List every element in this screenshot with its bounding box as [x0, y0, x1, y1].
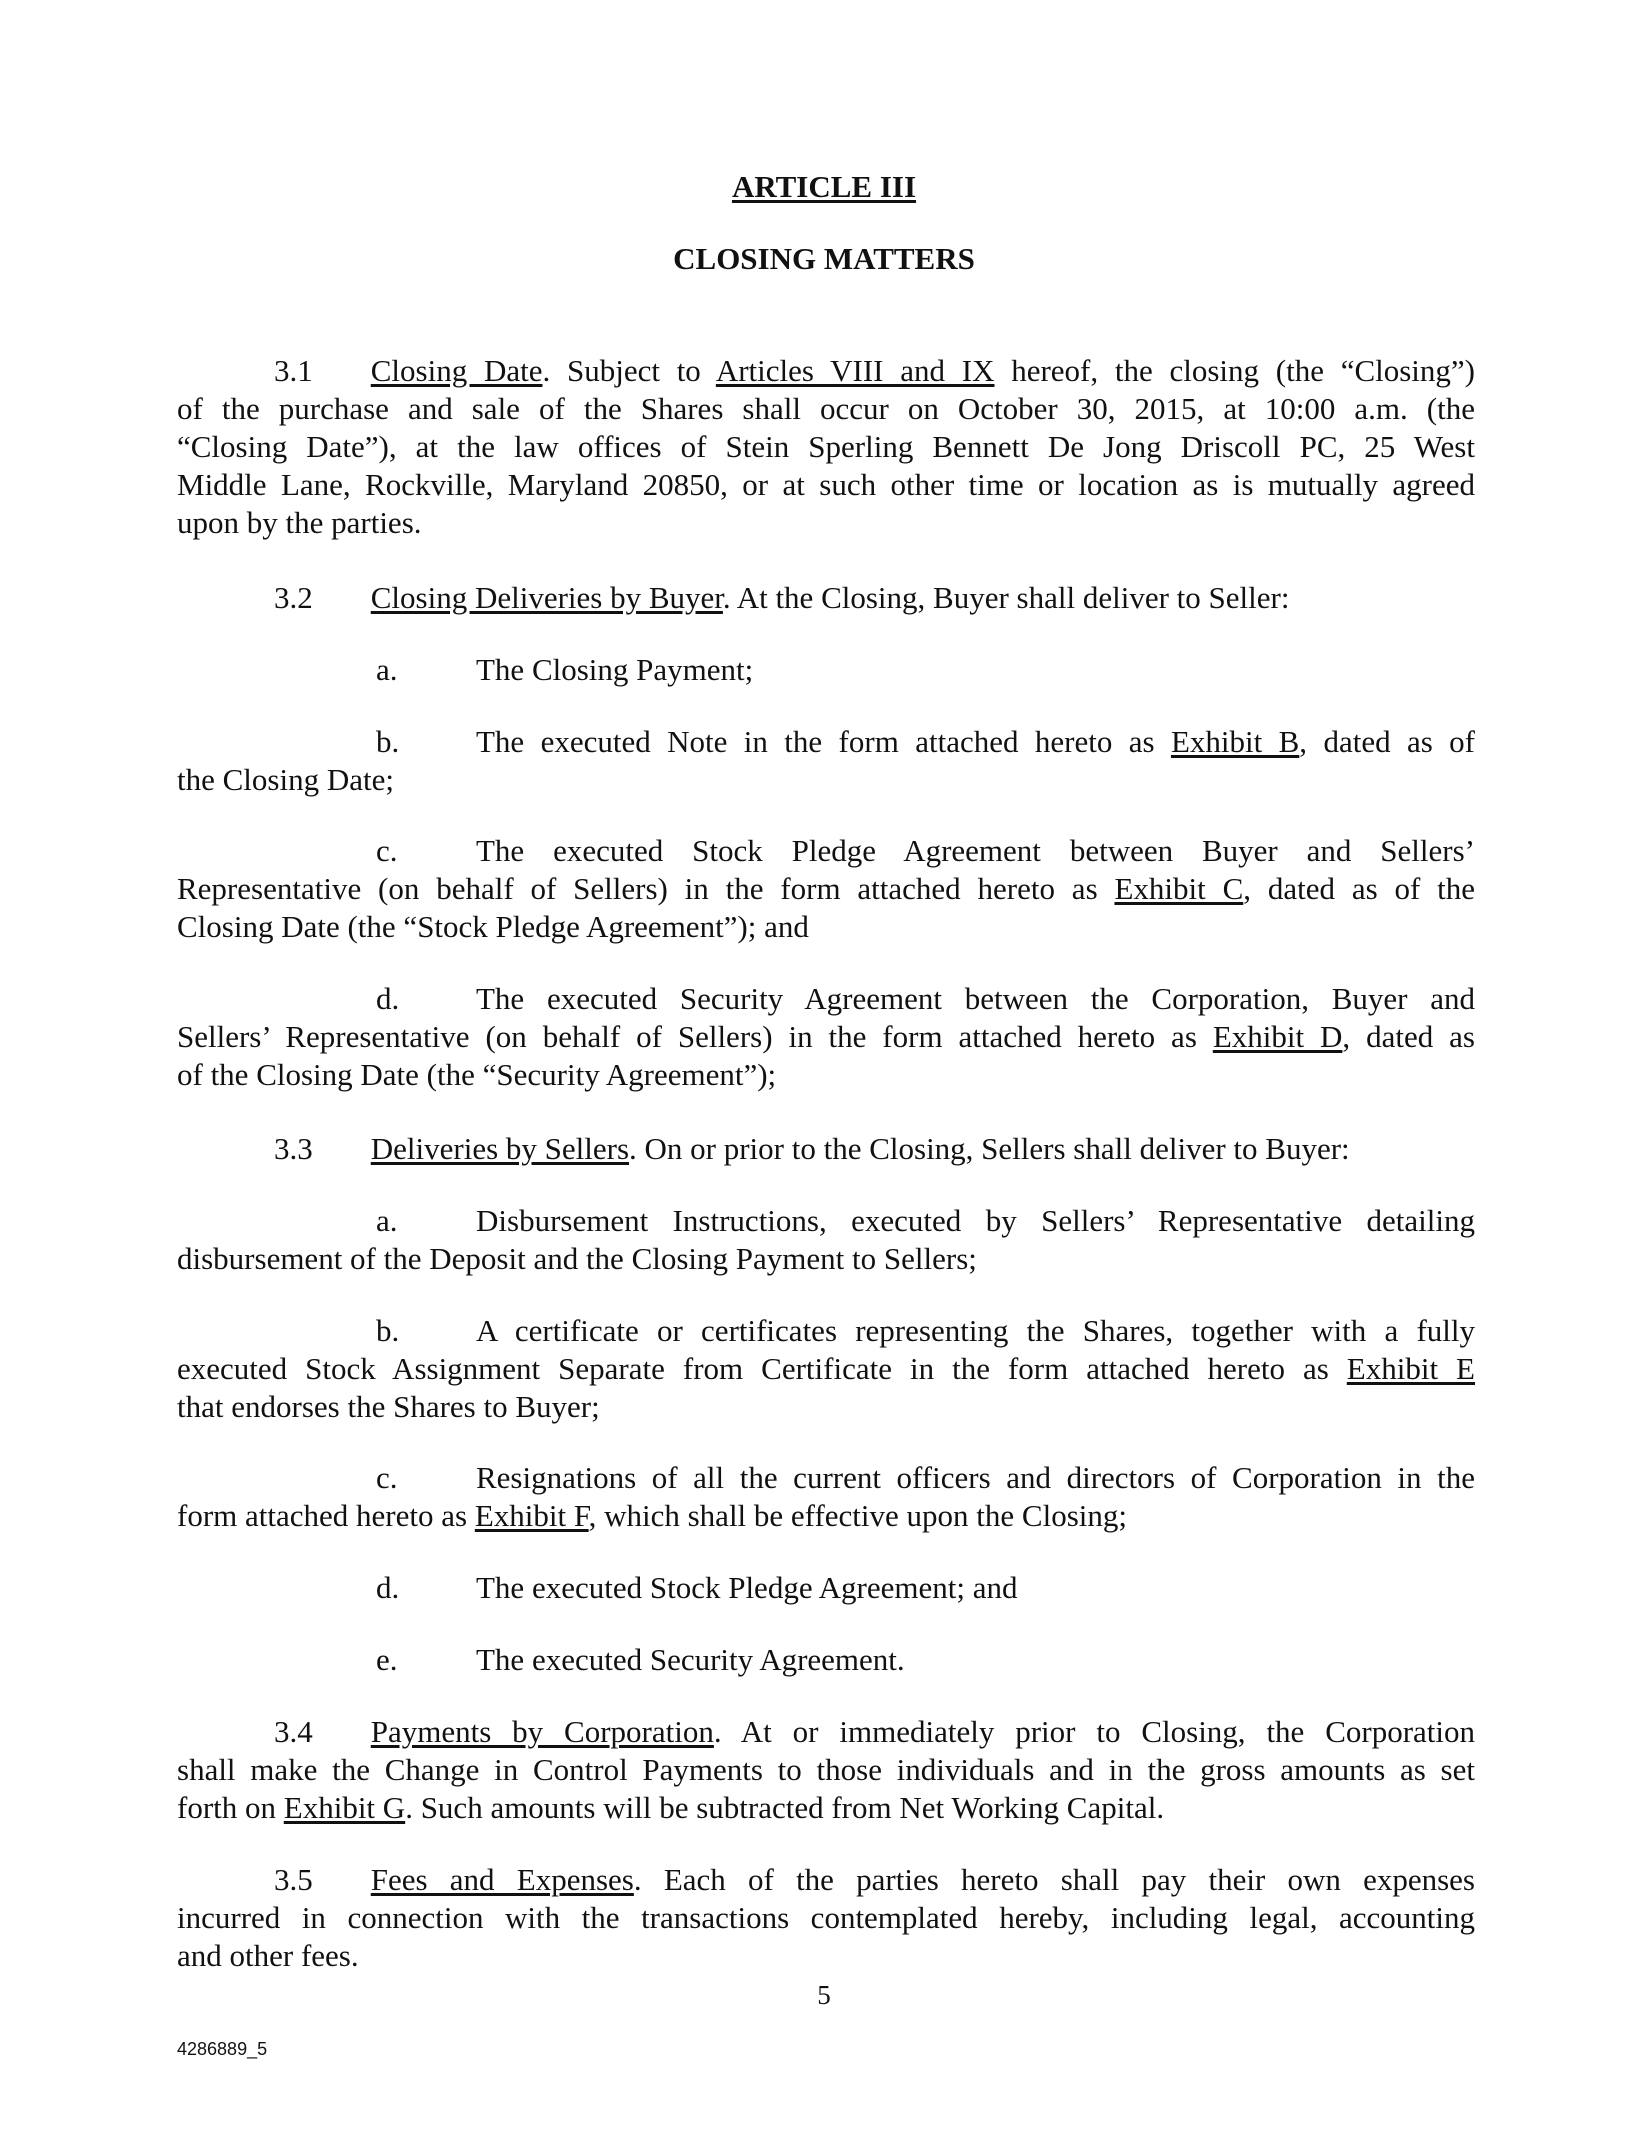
- exhibit-reference: Exhibit B: [1170, 724, 1300, 759]
- item-text-line-2: form attached hereto as Exhibit F, which shall be effective upon the Closing;: [177, 1498, 1127, 1533]
- article-title: ARTICLE III: [731, 169, 917, 204]
- item-text-line-2: Representative (on behalf of Sellers) in the form attached hereto as Exhibit C, dated as of the: [177, 871, 1476, 906]
- document-id: 4286889_5: [177, 2039, 268, 2059]
- section-heading: Payments by Corporation: [370, 1714, 714, 1749]
- section-3-5-line-2: incurred in connection with the transactions contemplated hereby, including legal, accounting: [177, 1900, 1475, 1935]
- article-reference: Articles VIII and IX: [715, 353, 995, 388]
- item-text-line-2: disbursement of the Deposit and the Closing Payment to Sellers;: [177, 1241, 977, 1276]
- section-3-3-line-1: 3.3 Deliveries by Sellers. On or prior to the Closing, Sellers shall deliver to Buyer:: [274, 1131, 1350, 1166]
- item-text: The executed Security Agreement.: [476, 1642, 905, 1677]
- item-text-line-2: executed Stock Assignment Separate from Certificate in the form attached hereto as Exhibit E: [177, 1351, 1475, 1386]
- item-text-line-2: Sellers’ Representative (on behalf of Sellers) in the form attached hereto as Exhibit D, dated as: [177, 1019, 1475, 1054]
- exhibit-reference: Exhibit E: [1346, 1351, 1475, 1386]
- section-number: 3.5: [274, 1862, 313, 1897]
- section-3-1-line-4: Middle Lane, Rockville, Maryland 20850, or at such other time or location as is mutually agreed: [177, 467, 1475, 502]
- item-text-line-1: Resignations of all the current officers and directors of Corporation in the: [476, 1460, 1475, 1495]
- item-letter: d.: [376, 981, 400, 1016]
- item-letter: c.: [376, 833, 398, 868]
- item-text-line-2: the Closing Date;: [177, 762, 394, 797]
- section-number: 3.1: [274, 353, 313, 388]
- section-heading: Fees and Expenses: [370, 1862, 634, 1897]
- section-3-5-line-1: 3.5 Fees and Expenses. Each of the parties hereto shall pay their own expenses: [274, 1862, 1475, 1897]
- item-text-line-1: The executed Security Agreement between the Corporation, Buyer and: [476, 981, 1475, 1016]
- section-3-1-line-3: “Closing Date”), at the law offices of Stein Sperling Bennett De Jong Driscoll PC, 25 West: [177, 429, 1475, 464]
- item-text-line-3: Closing Date (the “Stock Pledge Agreement”); and: [177, 909, 809, 944]
- section-3-4-line-2: shall make the Change in Control Payments to those individuals and in the gross amounts as set: [177, 1752, 1475, 1787]
- section-heading: Deliveries by Sellers: [370, 1131, 630, 1166]
- item-letter: a.: [376, 652, 398, 687]
- section-3-4-line-1: 3.4 Payments by Corporation. At or immediately prior to Closing, the Corporation: [274, 1714, 1475, 1749]
- item-text-line-3: that endorses the Shares to Buyer;: [177, 1389, 600, 1424]
- section-heading: Closing Date: [370, 353, 543, 388]
- section-3-2-line-1: 3.2 Closing Deliveries by Buyer. At the Closing, Buyer shall deliver to Seller:: [274, 580, 1290, 615]
- section-3-1-line-5: upon by the parties.: [177, 505, 422, 540]
- item-letter: a.: [376, 1203, 398, 1238]
- item-letter: d.: [376, 1570, 400, 1605]
- section-heading: Closing Deliveries by Buyer: [370, 580, 723, 615]
- item-text-line-1: Disbursement Instructions, executed by Sellers’ Representative detailing: [476, 1203, 1475, 1238]
- section-3-1-line-2: of the purchase and sale of the Shares shall occur on October 30, 2015, at 10:00 a.m. (the: [177, 391, 1475, 426]
- page-number: 5: [817, 1980, 831, 2010]
- section-3-4-line-3: forth on Exhibit G. Such amounts will be subtracted from Net Working Capital.: [177, 1790, 1165, 1825]
- section-3-5-line-3: and other fees.: [177, 1938, 359, 1973]
- item-letter: b.: [376, 724, 400, 759]
- item-text-line-1: The executed Note in the form attached hereto as Exhibit B, dated as of: [476, 724, 1476, 759]
- article-subtitle: CLOSING MATTERS: [673, 241, 975, 276]
- section-number: 3.3: [274, 1131, 313, 1166]
- item-text: The executed Stock Pledge Agreement; and: [476, 1570, 1018, 1605]
- section-3-1-line-1: 3.1 Closing Date. Subject to Articles VIII and IX hereof, the closing (the “Closing”): [274, 353, 1475, 388]
- item-letter: b.: [376, 1313, 400, 1348]
- item-text: The Closing Payment;: [476, 652, 754, 687]
- section-number: 3.2: [274, 580, 313, 615]
- exhibit-reference: Exhibit C: [1114, 871, 1244, 906]
- exhibit-reference: Exhibit D: [1212, 1019, 1343, 1054]
- item-letter: e.: [376, 1642, 398, 1677]
- section-number: 3.4: [274, 1714, 313, 1749]
- item-text-line-3: of the Closing Date (the “Security Agreement”);: [177, 1057, 777, 1092]
- item-letter: c.: [376, 1460, 398, 1495]
- exhibit-reference: Exhibit F: [474, 1498, 589, 1533]
- item-text-line-1: A certificate or certificates representing the Shares, together with a fully: [476, 1313, 1475, 1348]
- item-text-line-1: The executed Stock Pledge Agreement between Buyer and Sellers’: [476, 833, 1475, 868]
- exhibit-reference: Exhibit G: [283, 1790, 406, 1825]
